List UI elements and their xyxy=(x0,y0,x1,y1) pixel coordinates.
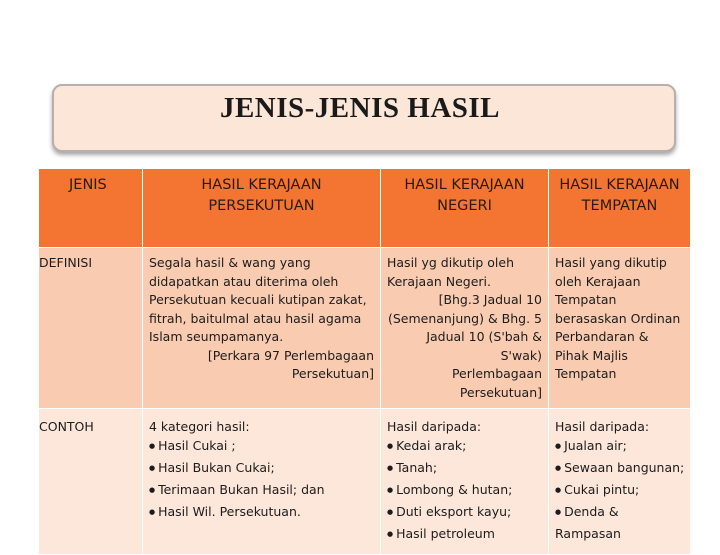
definisi-persekutuan-line: Segala hasil & wang yang xyxy=(149,255,311,270)
bullet-icon xyxy=(149,460,158,475)
contoh-intro: 4 kategori hasil: xyxy=(149,419,250,434)
contoh-row xyxy=(39,409,691,555)
list-item xyxy=(387,436,542,458)
definisi-persekutuan-line: Islam seumpamanya. xyxy=(149,329,284,344)
bullet-icon xyxy=(387,460,396,475)
definisi-tempatan-line: berasaskan Ordinan xyxy=(555,310,681,326)
list-item xyxy=(387,480,542,502)
list-item-text: Kedai arak; xyxy=(396,438,467,453)
definisi-tempatan-line: Tempatan xyxy=(555,366,617,381)
contoh-intro: Hasil daripada: xyxy=(555,419,650,434)
header-jenis: JENIS xyxy=(39,169,143,248)
definisi-negeri-line: Kerajaan Negeri. xyxy=(387,273,492,289)
header-row xyxy=(39,169,691,248)
definisi-tempatan xyxy=(549,248,691,409)
contoh-tempatan xyxy=(549,409,691,555)
list-item xyxy=(555,436,684,458)
header-persekutuan: HASIL KERAJAAN PERSEKUTUAN xyxy=(143,169,381,248)
bullet-icon xyxy=(149,504,158,519)
definisi-persekutuan xyxy=(143,248,381,409)
bullet-icon xyxy=(555,438,564,453)
page-title: JENIS-JENIS HASIL xyxy=(219,92,501,124)
contoh-label: CONTOH xyxy=(39,409,143,555)
contoh-persekutuan xyxy=(143,409,381,555)
list-item-text: Cukai pintu; xyxy=(564,482,640,497)
list-item xyxy=(149,436,374,458)
list-item-text: Hasil Wil. Persekutuan. xyxy=(158,504,301,519)
definisi-row xyxy=(39,248,691,409)
bullet-icon xyxy=(149,438,158,453)
list-item xyxy=(149,502,374,524)
list-item xyxy=(387,502,542,524)
list-item-continuation: Rampasan xyxy=(555,526,621,541)
bullet-icon xyxy=(555,504,564,519)
list-item-text: Hasil Bukan Cukai; xyxy=(158,460,275,475)
list-item-text: Sewaan bangunan; xyxy=(564,460,685,475)
list-item-text: Jualan air; xyxy=(564,438,627,453)
definisi-negeri-ref: Perlembagaan xyxy=(451,366,542,381)
bullet-icon xyxy=(387,526,396,541)
bullet-icon xyxy=(387,482,396,497)
definisi-persekutuan-line: fitrah, baitulmal atau hasil agama xyxy=(149,310,362,326)
list-item xyxy=(555,502,684,524)
contoh-intro: Hasil daripada: xyxy=(387,419,482,434)
list-item-text: Terimaan Bukan Hasil; dan xyxy=(158,482,325,497)
list-item xyxy=(149,458,374,480)
definisi-persekutuan-ref: Persekutuan] xyxy=(291,366,374,381)
definisi-negeri xyxy=(381,248,549,409)
definisi-persekutuan-ref: [Perkara 97 Perlembagaan xyxy=(207,347,374,363)
bullet-icon xyxy=(387,504,396,519)
definisi-tempatan-line: Perbandaran & xyxy=(555,329,649,344)
header-negeri: HASIL KERAJAAN NEGERI xyxy=(381,169,549,248)
list-item xyxy=(555,458,684,480)
definisi-tempatan-line: Pihak Majlis xyxy=(555,347,628,363)
definisi-persekutuan-line: Persekutuan kecuali kutipan zakat, xyxy=(149,292,367,307)
revenue-table xyxy=(38,168,691,555)
list-item xyxy=(149,480,374,502)
bullet-icon xyxy=(387,438,396,453)
bullet-icon xyxy=(149,482,158,497)
definisi-negeri-ref: [Bhg.3 Jadual 10 xyxy=(438,292,542,307)
list-item-text: Tanah; xyxy=(396,460,438,475)
list-item-text: Hasil petroleum xyxy=(396,526,495,541)
definisi-label: DEFINISI xyxy=(39,248,143,409)
bullet-icon xyxy=(555,460,564,475)
list-item-text: Lombong & hutan; xyxy=(396,482,513,497)
definisi-negeri-line: Hasil yg dikutip oleh xyxy=(387,255,514,270)
list-item-text: Duti eksport kayu; xyxy=(396,504,512,519)
definisi-tempatan-line: Tempatan xyxy=(555,292,617,307)
header-tempatan: HASIL KERAJAAN TEMPATAN xyxy=(549,169,691,248)
contoh-negeri xyxy=(381,409,549,555)
definisi-negeri-ref: Jadual 10 (S'bah & S'wak) xyxy=(426,329,542,363)
definisi-negeri-ref: Persekutuan] xyxy=(459,384,542,400)
bullet-icon xyxy=(555,482,564,497)
list-item xyxy=(555,480,684,502)
list-item-text: Hasil Cukai ; xyxy=(158,438,236,453)
list-item xyxy=(387,458,542,480)
list-item-text: Denda & xyxy=(564,504,619,519)
definisi-negeri-ref: (Semenanjung) & Bhg. 5 xyxy=(387,310,542,326)
definisi-tempatan-line: oleh Kerajaan xyxy=(555,273,641,289)
list-item xyxy=(387,524,542,546)
definisi-persekutuan-line: didapatkan atau diterima oleh xyxy=(149,273,339,289)
definisi-tempatan-line: Hasil yang dikutip xyxy=(555,255,667,270)
